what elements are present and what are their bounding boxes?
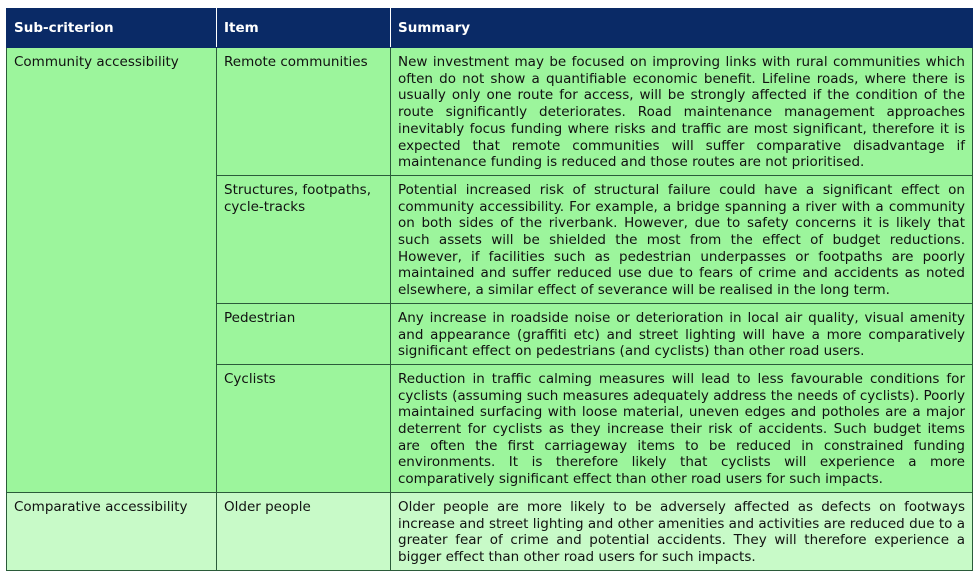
- header-item: Item: [217, 9, 391, 48]
- table-header-row: [7, 9, 973, 48]
- summary-remote-communities: New investment may be focused on improving links with rural communities which often do not show a quantifiable economic benefit. Lifeline roads, where there is usually only one route for access, will be strongly affected if the condition of the route significantly deteriorates. Road maintenance management approaches inevitably focus funding where risks and traffic are most significant, therefore it is expected that remote communities will suffer comparative disadvantage if maintenance funding is reduced and those routes are not prioritised.: [391, 48, 973, 176]
- table-row: [7, 492, 973, 570]
- accessibility-criteria-table: [6, 8, 973, 571]
- summary-pedestrian: Any increase in roadside noise or deterioration in local air quality, visual amenity and appearance (graffiti etc) and street lighting will have a more comparatively significant effect on pedestrians (and cyclists) than other road users.: [391, 303, 973, 364]
- summary-structures: Potential increased risk of structural failure could have a significant effect on community accessibility. For example, a bridge spanning a river with a community on both sides of the riverbank. However, due to safety concerns it is likely that such assets will be shielded the most from the effect of budget reductions. However, if facilities such as pedestrian underpasses or footpaths are poorly maintained and suffer reduced use due to fears of crime and accidents as noted elsewhere, a similar effect of severance will be realised in the long term.: [391, 175, 973, 303]
- sub-criterion-comparative-accessibility: Comparative accessibility: [7, 492, 217, 570]
- header-sub-criterion: Sub-criterion: [7, 9, 217, 48]
- sub-criterion-community-accessibility: Community accessibility: [7, 48, 217, 493]
- item-pedestrian: Pedestrian: [217, 303, 391, 364]
- summary-older-people: Older people are more likely to be adversely affected as defects on footways increase and street lighting and other amenities and activities are reduced due to a greater fear of crime and potential accidents. They will therefore experience a bigger effect than other road users for such impacts.: [391, 492, 973, 570]
- summary-cyclists: Reduction in traffic calming measures will lead to less favourable conditions for cyclists (assuming such measures adequately address the needs of cyclists). Poorly maintained surfacing with loose material, uneven edges and potholes are a major deterrent for cyclists as they increase their risk of accidents. Such budget items are often the first carriageway items to be reduced in constrained funding environments. It is therefore likely that cyclists will experience a more comparatively significant effect than other road users for such impacts.: [391, 364, 973, 492]
- item-structures: Structures, footpaths, cycle-tracks: [217, 175, 391, 303]
- item-remote-communities: Remote communities: [217, 48, 391, 176]
- table-row: [7, 48, 973, 176]
- item-older-people: Older people: [217, 492, 391, 570]
- item-cyclists: Cyclists: [217, 364, 391, 492]
- header-summary: Summary: [391, 9, 973, 48]
